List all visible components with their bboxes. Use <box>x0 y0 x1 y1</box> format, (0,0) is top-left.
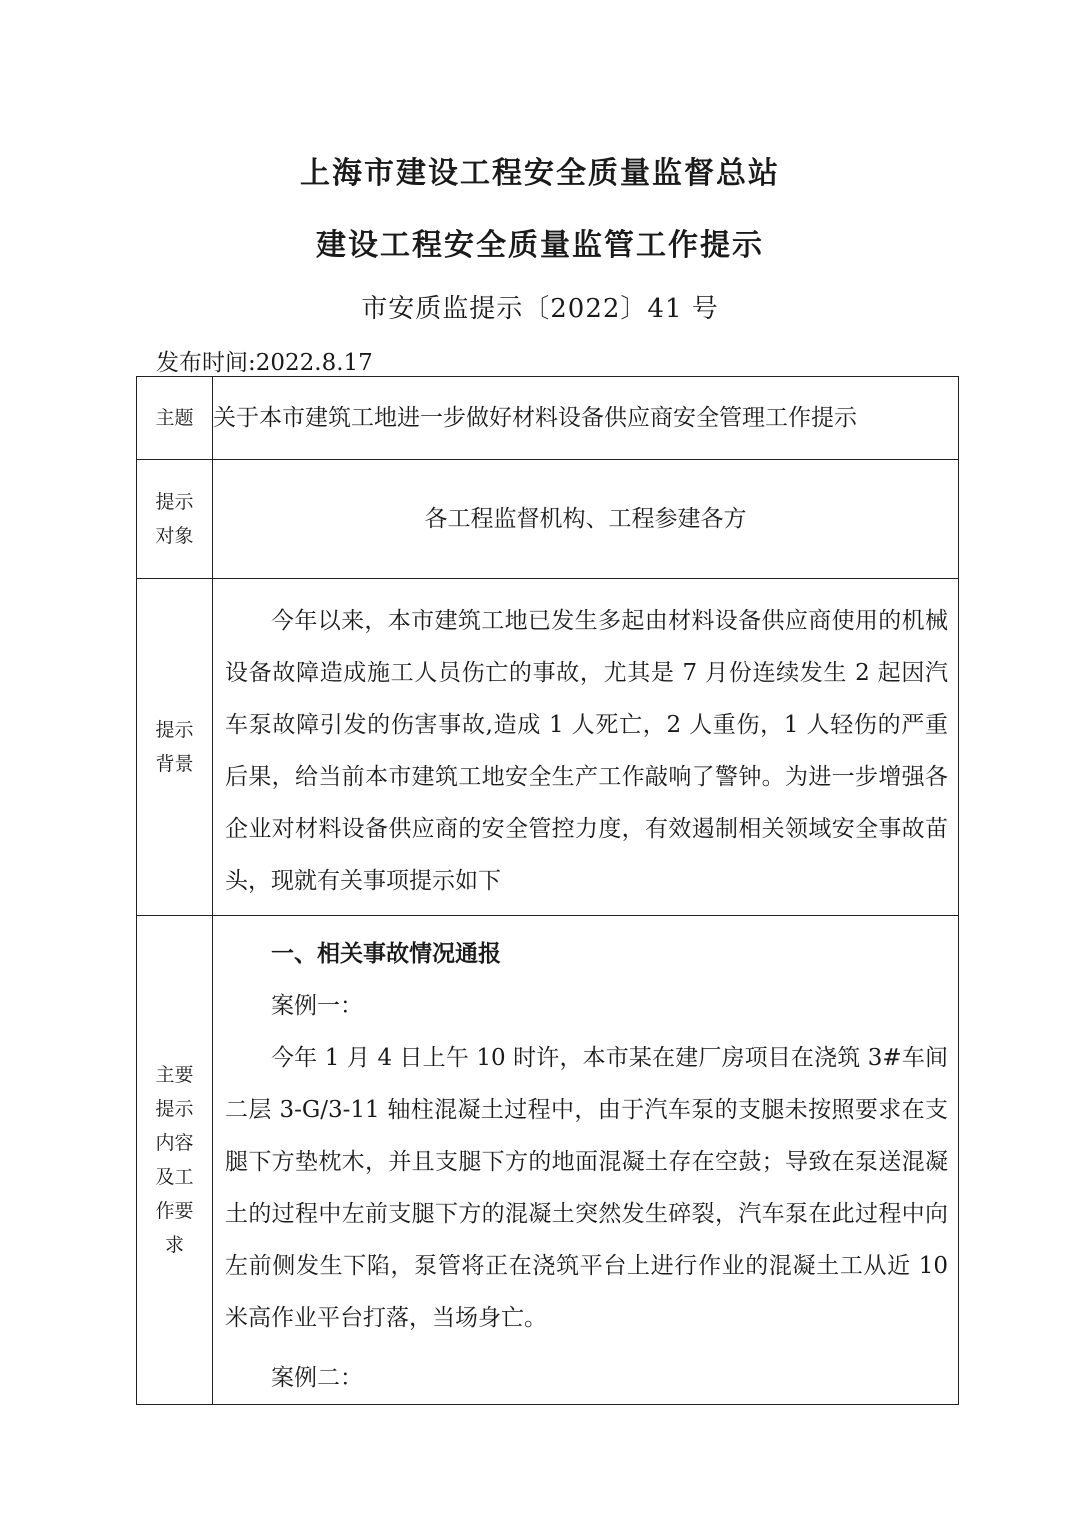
background-label-line2: 背景 <box>155 753 194 775</box>
main-label-line1: 主要 <box>155 1064 194 1086</box>
target-row <box>137 460 959 579</box>
target-label <box>137 460 213 579</box>
main-content-row <box>137 916 959 1405</box>
case1-text: 今年 1 月 4 日上午 10 时许，本市某在建厂房项目在浇筑 3#车间二层 3-G/3-11 轴柱混凝土过程中，由于汽车泵的支腿未按照要求在支腿下方垫枕木，并且支腿下方的地面混凝土存在空鼓；导致在泵送混凝土的过程中左前支腿下方的混凝土突然发生碎裂，汽车泵在此过程中向左前侧发生下陷，泵管将正在浇筑平台上进行作业的混凝土工从近 10 米高作业平台打落，当场身亡。 <box>225 1045 948 1331</box>
subject-value: 关于本市建筑工地进一步做好材料设备供应商安全管理工作提示 <box>213 377 959 460</box>
target-label-line1: 提示 <box>155 491 194 513</box>
main-label-line6: 求 <box>164 1234 184 1256</box>
background-text: 今年以来，本市建筑工地已发生多起由材料设备供应商使用的机械设备故障造成施工人员伤亡的事故，尤其是 7 月份连续发生 2 起因汽车泵故障引发的伤害事故,造成 1 人死亡，2 人重伤，1 人轻伤的严重后果，给当前本市建筑工地安全生产工作敲响了警钟。为进一步增强各企业对材料设备供应商的安全管控力度，有效遏制相关领域安全事故苗头，现就有关事项提示如下 <box>225 608 948 894</box>
target-label-line2: 对象 <box>155 525 194 547</box>
document-title: 建设工程安全质量监管工作提示 <box>316 228 764 263</box>
main-content-cell <box>213 916 959 1405</box>
target-value: 各工程监督机构、工程参建各方 <box>213 460 959 579</box>
main-label-line2: 提示 <box>155 1098 194 1120</box>
case1-label: 案例一： <box>271 993 363 1019</box>
background-row <box>137 579 959 916</box>
notice-table <box>136 376 959 1405</box>
background-label-line1: 提示 <box>155 719 194 741</box>
subject-label: 主题 <box>137 377 213 460</box>
main-label-line3: 内容 <box>155 1132 194 1154</box>
case2-label: 案例二： <box>271 1365 363 1391</box>
main-label-line4: 及工 <box>155 1166 194 1188</box>
background-label <box>137 579 213 916</box>
org-title: 上海市建设工程安全质量监督总站 <box>300 156 780 191</box>
main-label-line5: 作要 <box>155 1200 194 1222</box>
section-heading: 一、相关事故情况通报 <box>271 940 501 967</box>
publish-date: 发布时间:2022.8.17 <box>156 350 373 376</box>
main-content-label <box>137 916 213 1405</box>
background-cell <box>213 579 959 916</box>
document-number: 市安质监提示〔2022〕41 号 <box>361 294 719 324</box>
subject-row <box>137 377 959 460</box>
